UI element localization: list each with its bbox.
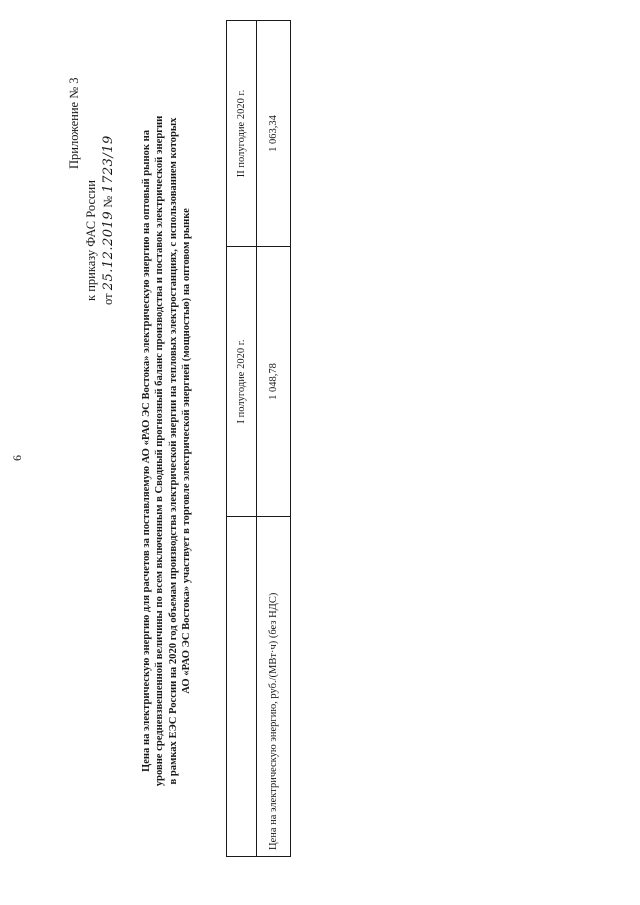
document-heading xyxy=(140,41,194,861)
table-header-first-half: I полугодие 2020 г. xyxy=(227,247,257,517)
heading-line: уровне средневзвешенной величины по всем включенным в Сводный прогнозный баланс производства и поставок электрической энергии xyxy=(154,115,166,787)
table-header-second-half: II полугодие 2020 г. xyxy=(227,21,257,247)
table-header-empty xyxy=(227,517,257,857)
appendix-title: Приложение № 3 xyxy=(67,77,81,169)
table-row xyxy=(257,21,291,857)
heading-line: АО «РАО ЭС Востока» участвует в торговле электрической энергией (мощностью) на оптовом рынке xyxy=(181,208,193,694)
page-number: 6 xyxy=(10,455,24,461)
price-label-cell: Цена на электрическую энергию, руб./(МВт·ч) (без НДС) xyxy=(257,517,291,857)
handwritten-date: 25.12.2019 xyxy=(101,210,116,291)
price-table xyxy=(226,20,291,857)
appendix-block xyxy=(66,45,117,305)
heading-line: в рамках ЕЭС России на 2020 год объемам производства электрической энергии на тепловых электростанциях, с использованием которых xyxy=(167,117,179,785)
date-prefix: от xyxy=(101,293,115,305)
order-date-number-line xyxy=(100,45,117,305)
number-prefix: № xyxy=(101,195,115,208)
price-second-half-cell: 1 063,34 xyxy=(257,21,291,247)
table-header-row xyxy=(227,21,257,857)
handwritten-order-number: 1723/19 xyxy=(101,135,116,193)
heading-line: Цена на электрическую энергию для расчетов за поставляемую АО «РАО ЭС Востока» электрическую энергию на оптовый рынок на xyxy=(141,129,152,773)
order-reference: к приказу ФАС России xyxy=(84,180,98,301)
price-first-half-cell: 1 048,78 xyxy=(257,247,291,517)
